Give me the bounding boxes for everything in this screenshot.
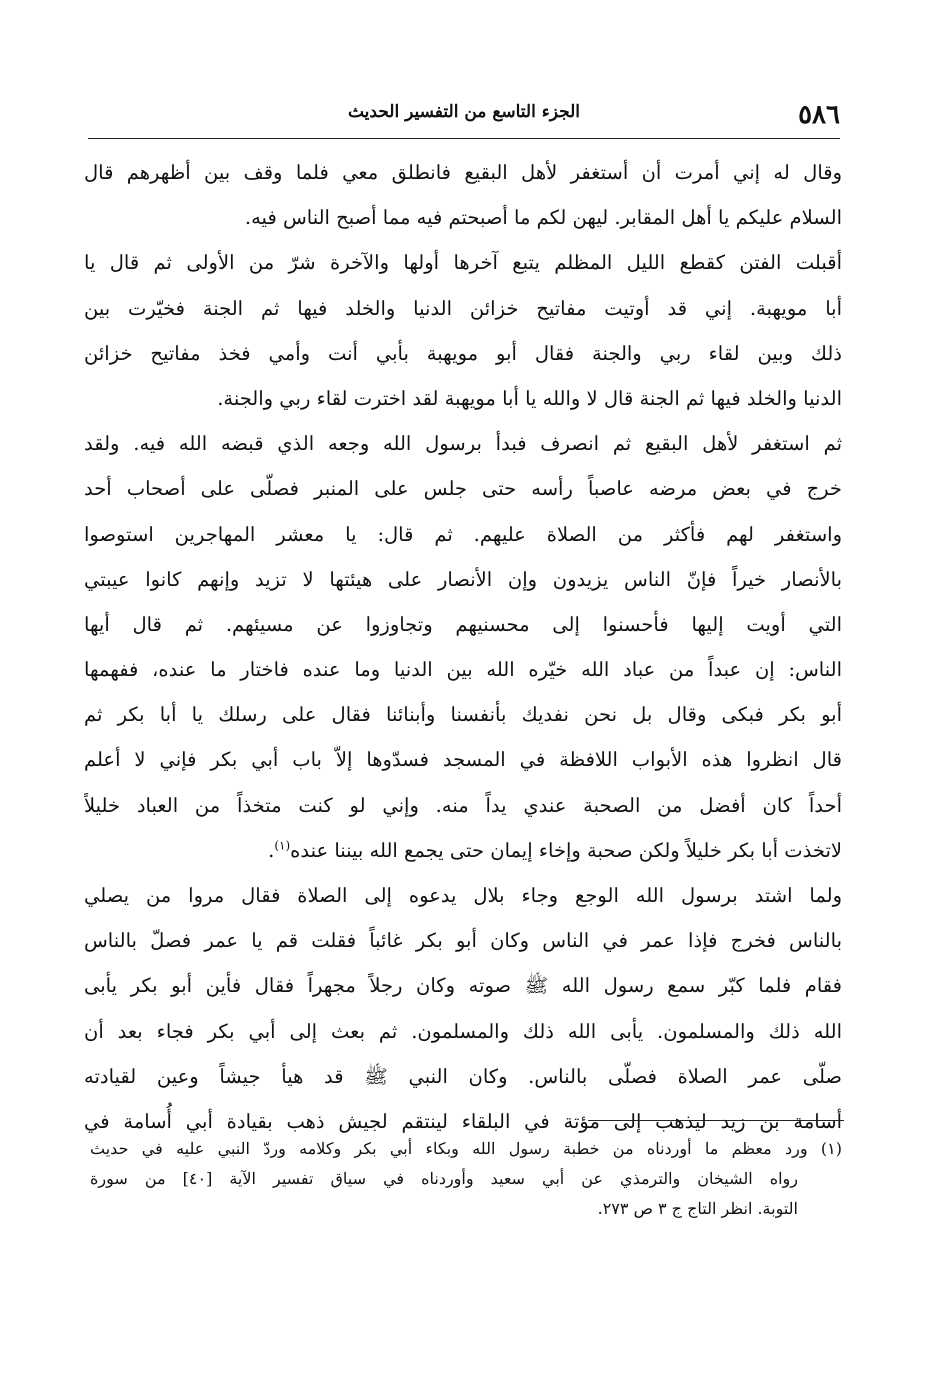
text-line: أبا مويهبة. إني قد أوتيت مفاتيح خزائن الدنيا والخلد فيها ثم الجنة فخيّرت بين	[84, 296, 842, 320]
text-line: بالأنصار خيراً فإنّ الناس يزيدون وإن الأنصار على هيئتها لا تزيد وإنهم كانوا عيبتي	[84, 567, 842, 591]
text-line: بالناس فخرج فإذا عمر في الناس وكان أبو بكر غائباً فقلت قم يا عمر فصلّ بالناس	[84, 929, 842, 953]
text-line: أقبلت الفتن كقطع الليل المظلم يتبع آخرها أولها والآخرة شرّ من الأولى ثم قال يا	[84, 251, 842, 275]
text-line: واستغفر لهم فأكثر من الصلاة عليهم. ثم قال: يا معشر المهاجرين استوصوا	[84, 522, 842, 546]
text-line: قال انظروا هذه الأبواب اللافظة في المسجد فسدّوها إلاّ باب أبي بكر فإني لا أعلم	[84, 748, 842, 772]
text-line: خرج في بعض مرضه عاصباً رأسه حتى جلس على المنبر فصلّى على أصحاب أحد	[84, 477, 842, 501]
text-line: الدنيا والخلد فيها ثم الجنة قال لا والله يا أبا مويهبة لقد اخترت لقاء ربي والجنة.	[217, 386, 842, 410]
footnote-separator	[588, 1120, 844, 1121]
text-line-content: لاتخذت أبا بكر خليلاً ولكن صحبة وإخاء إيمان حتى يجمع الله بيننا عنده	[290, 838, 842, 862]
text-line: ولما اشتد برسول الله الوجع وجاء بلال يدعوه إلى الصلاة فقال مروا من يصلي	[84, 884, 842, 907]
text-line: ثم استغفر لأهل البقيع ثم انصرف فبدأ برسول الله وجعه الذي قبضه الله فيه. ولقد	[84, 432, 842, 456]
body-text	[84, 150, 842, 1144]
page-number: ٥٨٦	[798, 100, 840, 130]
text-line: وقال له إني أمرت أن أستغفر لأهل البقيع فانطلق معي فلما وقف بين أظهرهم قال	[84, 161, 842, 184]
text-line: الله ذلك والمسلمون. يأبى الله ذلك والمسلمون. ثم بعث إلى أبي بكر فجاء بعد أن	[84, 1019, 842, 1043]
line-end-period: .	[268, 838, 275, 862]
text-line: أبو بكر فبكى وقال بل نحن نفديك بأنفسنا وأبنائنا فقال على رسلك يا أبا بكر ثم	[84, 703, 842, 727]
text-line: أسامة بن زيد ليذهب إلى مؤتة في البلقاء لينتقم لجيش ذهب بقيادة أبي أُسامة في	[84, 1109, 842, 1133]
text-line: صلّى عمر الصلاة فصلّى بالناس. وكان النبي ﷺ قد هيأ جيشاً وعين لقيادته	[84, 1064, 842, 1088]
text-line: التي أويت إليها فأحسنوا إلى محسنيهم وتجاوزوا عن مسيئهم. ثم قال أيها	[84, 612, 842, 636]
footnote-line: رواه الشيخان والترمذي عن أبي سعيد وأوردناه في سياق تفسير الآية [٤٠] من سورة	[90, 1169, 798, 1188]
text-line: الناس: إن عبداً من عباد الله خيّره الله بين الدنيا وما عنده فاختار ما عنده، ففهمها	[84, 658, 842, 682]
text-line: فقام فلما كبّر سمع رسول الله ﷺ صوته وكان رجلاً مجهراً فقال فأين أبو بكر يأبى	[84, 974, 842, 998]
text-line-with-footnote	[84, 828, 842, 873]
footnote-line: (١) ورد معظم ما أوردناه من خطبة رسول الله وبكاء أبي بكر وكلامه وردّ النبي عليه في حديث	[90, 1139, 842, 1158]
text-line: ذلك وبين لقاء ربي والجنة فقال أبو مويهبة بأبي أنت وأمي فخذ مفاتيح خزائن	[84, 341, 842, 365]
footnotes	[90, 1134, 842, 1224]
text-line: أحداً كان أفضل من الصحبة عندي يداً منه. وإني لو كنت متخذاً من العباد خليلاً	[84, 793, 842, 817]
footnote-line: التوبة. انظر التاج ج ٣ ص ٢٧٣.	[597, 1199, 798, 1218]
text-line: السلام عليكم يا أهل المقابر. ليهن لكم ما أصبحتم فيه مما أصبح الناس فيه.	[244, 206, 842, 230]
page-header	[88, 96, 840, 139]
running-title: الجزء التاسع من التفسير الحديث	[347, 102, 580, 122]
footnote-marker[interactable]: (١)	[274, 838, 291, 853]
